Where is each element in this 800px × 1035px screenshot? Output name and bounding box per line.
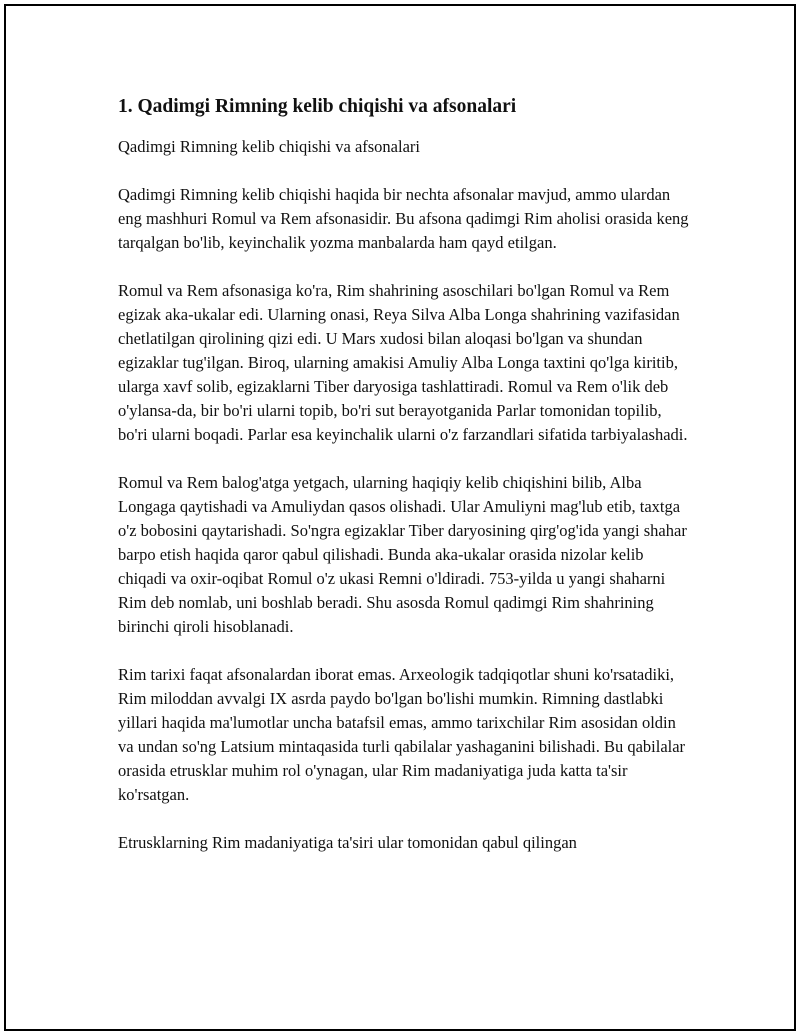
- paragraph-1: Qadimgi Rimning kelib chiqishi haqida bir nechta afsonalar mavjud, ammo ulardan eng mashhuri Romul va Rem afsonasidir. Bu afsona qadimgi Rim aholisi orasida keng tarqalgan bo'lib, keyinchalik yozma manbalarda ham qayd etilgan.: [118, 185, 689, 252]
- paragraph-2: Romul va Rem afsonasiga ko'ra, Rim shahrining asoschilari bo'lgan Romul va Rem egizak aka-ukalar edi. Ularning onasi, Reya Silva Alba Longa shahrining vazifasidan chetlatilgan qirolining qizi edi. U Mars xudosi bilan aloqasi bo'lgan va shundan egizaklar tug'ilgan. Biroq, ularning amakisi Amuliy Alba Longa taxtini qo'lga kiritib, ularga xavf solib, egizaklarni Tiber daryosiga tashlattiradi. Romul va Rem o'lik deb o'ylansa-da, bir bo'ri ularni topib, bo'ri sut berayotganida Parlar tomonidan topilib, bo'ri ularni boqadi. Parlar esa keyinchalik ularni o'z farzandlari sifatida tarbiyalashadi.: [118, 281, 688, 444]
- document-body: [118, 93, 693, 879]
- section-subtitle: Qadimgi Rimning kelib chiqishi va afsonalari: [118, 137, 420, 156]
- paragraph-3: Romul va Rem balog'atga yetgach, ularning haqiqiy kelib chiqishini bilib, Alba Longaga qaytishadi va Amuliydan qasos olishadi. Ular Amuliyni mag'lub etib, taxtga o'z bobosini qaytarishadi. So'ngra egizaklar Tiber daryosining qirg'og'ida yangi shahar barpo etish haqida qaror qabul qilishadi. Bunda aka-ukalar orasida nizolar kelib chiqadi va oxir-oqibat Romul o'z ukasi Remni o'ldiradi. 753-yilda u yangi shaharni Rim deb nomlab, uni boshlab beradi. Shu asosda Romul qadimgi Rim shahrining birinchi qiroli hisoblanadi.: [118, 473, 687, 636]
- paragraph-5: Etrusklarning Rim madaniyatiga ta'siri ular tomonidan qabul qilingan: [118, 833, 577, 852]
- paragraph-4: Rim tarixi faqat afsonalardan iborat emas. Arxeologik tadqiqotlar shuni ko'rsatadiki, Rim miloddan avvalgi IX asrda paydo bo'lgan bo'lishi mumkin. Rimning dastlabki yillari haqida ma'lumotlar uncha batafsil emas, ammo tarixchilar Rim asosidan oldin va undan so'ng Latsium mintaqasida turli qabilalar yashaganini bilishadi. Bu qabilalar orasida etrusklar muhim rol o'ynagan, ular Rim madaniyatiga juda katta ta'sir ko'rsatgan.: [118, 665, 686, 804]
- section-heading: 1. Qadimgi Rimning kelib chiqishi va afsonalari: [118, 96, 517, 117]
